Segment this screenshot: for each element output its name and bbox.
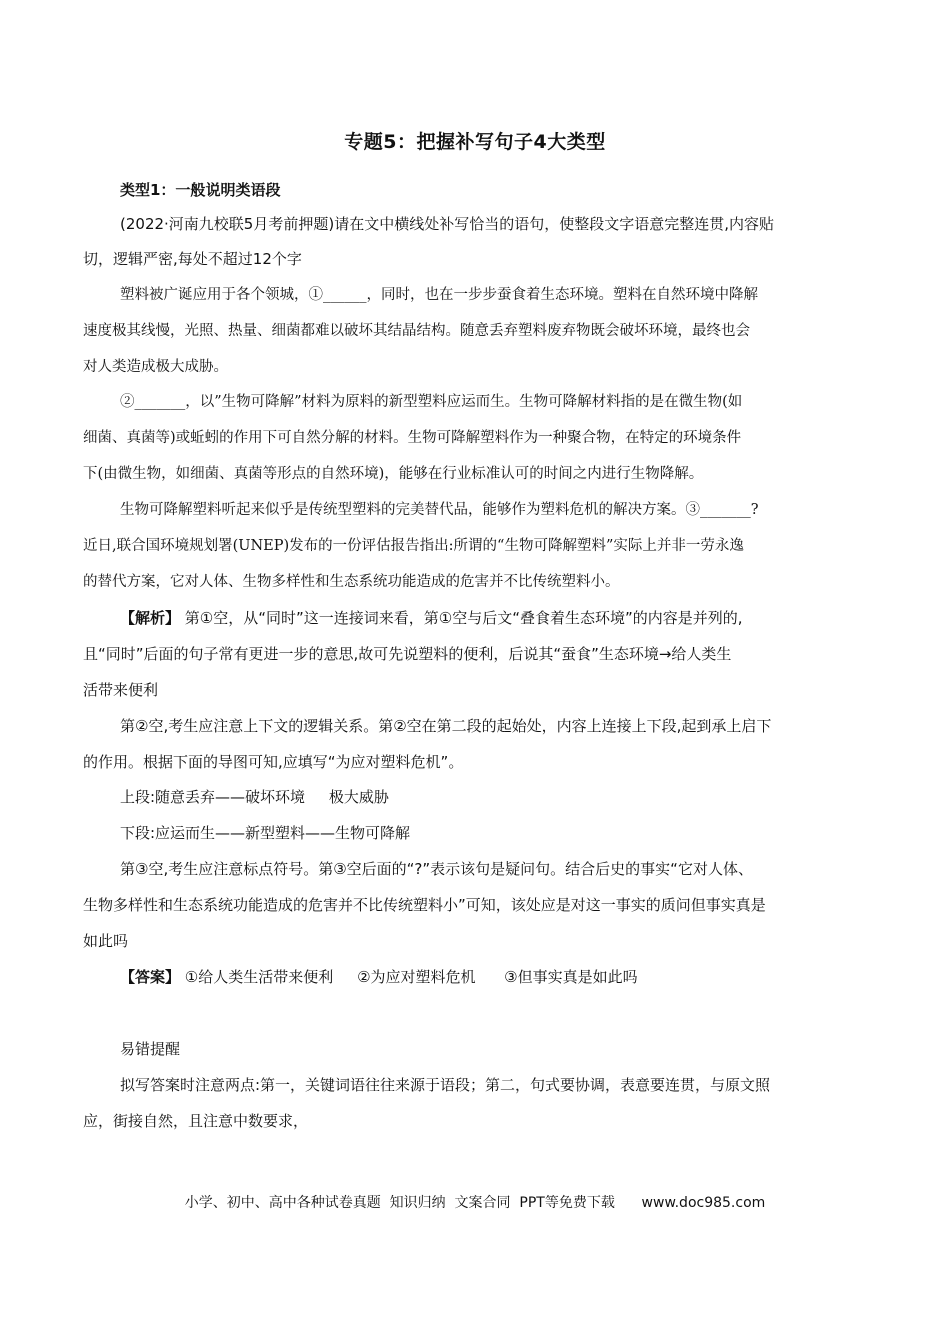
analysis-text: 第①空，从“同时”这一连接词来看，第①空与后文“叠食着生态环境”的内容是并列的, [180,609,743,627]
passage-p2-line-2: 细菌、真菌等)或蚯蚓的作用下可自然分解的材料。生物可降解塑料作为一种聚合物，在特定的环境条件 [83,430,742,446]
page-title: 专题5：把握补写句子4大类型 [344,131,606,153]
mindmap-lower: 下段:应运而生——新型塑料——生物可降解 [120,824,411,842]
passage-p3-line-3: 的替代方案，它对人体、生物多样性和生态系统功能造成的危害并不比传统塑料小。 [83,574,620,590]
analysis-line-7: 生物多样性和生态系统功能造成的危害并不比传统塑料小”可知，该处应是对这一事实的质问但事实真是 [83,896,766,914]
passage-p2-line-3: 下(由微生物，如细菌、真菌等形点的自然环境)，能够在行业标准认可的时间之内进行生物降解。 [83,466,704,482]
analysis-line-1 [120,608,743,628]
tip-line-2: 应，街接自然，且注意中数要求， [83,1112,309,1130]
answer-line [120,967,638,987]
tip-heading: 易错提醒 [120,1040,181,1058]
analysis-line-3: 活带来便利 [83,681,159,699]
analysis-line-4: 第②空,考生应注意上下文的逻辑关系。第②空在第二段的起始处，内容上连接上下段,起到承上启下 [120,717,772,735]
passage-p1-line-1: 塑料被广诞应用于各个领城，①______，同时，也在一步步蚕食着生态环境。塑料在自然环境中降解 [120,287,758,303]
answer-label: 【答案】 [120,968,181,986]
passage-p3-line-1: 生物可降解塑料听起来似乎是传统型塑料的完美替代品，能够作为塑料危机的解决方案。③_______? [120,502,759,518]
analysis-line-8: 如此吗 [83,932,129,950]
page-footer: 小学、初中、高中各种试卷真题 知识归纳 文案合同 PPT等免费下载 www.doc985.com [184,1195,766,1211]
analysis-line-2: 且“同时”后面的句子常有更进一步的意思,故可先说塑料的便利，后说其“蚕食”生态环境→给人类生 [83,645,732,663]
passage-p1-line-2: 速度极其线慢，光照、热量、细菌都难以破坏其结晶结构。随意丢弃塑料废弃物既会破坏环境，最终也会 [83,323,750,339]
instruction-line-1: (2022·河南九校联5月考前押题)请在文中横线处补写恰当的语句，使整段文字语意完整连贯,内容贴 [120,215,774,233]
tip-line-1: 拟写答案时注意两点:第一，关键词语往往来源于语段；第二，句式要协调，表意要连贯，与原文照 [120,1076,771,1094]
passage-p3-line-2: 近日,联合国环境规划署(UNEP)发布的一份评估报告指出:所谓的“生物可降解塑料”实际上并非一劳永逸 [83,538,744,554]
analysis-label: 【解析】 [120,609,181,627]
passage-p1-line-3: 对人类造成极大成胁。 [83,359,228,375]
section-heading: 类型1：一般说明类语段 [120,181,281,199]
passage-p2-line-1: ②_______，以”生物可降解”材料为原料的新型塑料应运而生。生物可降解材料指的是在微生物(如 [120,394,743,410]
mindmap-upper: 上段:随意丢弃——破坏环境 极大威胁 [120,788,389,806]
answer-items: ①给人类生活带来便利 ②为应对塑料危机 ③但事实真是如此吗 [180,968,638,986]
instruction-line-2: 切，逻辑严密,每处不超过12个字 [83,250,302,268]
analysis-line-5: 的作用。根据下面的导图可知,应填写“为应对塑料危机”。 [83,753,464,771]
analysis-line-6: 第③空,考生应注意标点符号。第③空后面的“?”表示该句是疑问句。结合后史的事实“它对人体、 [120,860,753,878]
